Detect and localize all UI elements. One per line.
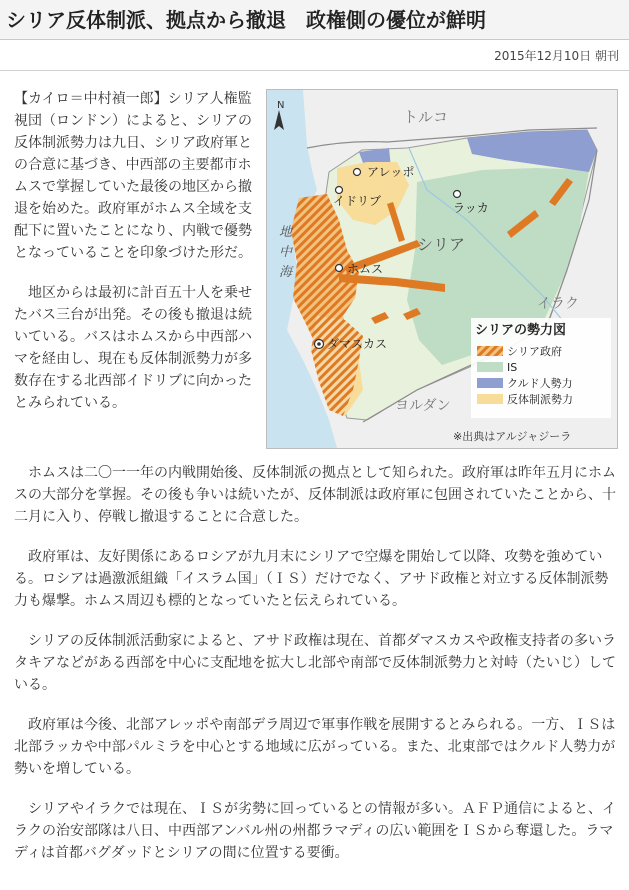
- body-paragraph-3: シリアの反体制派活動家によると、アサド政権は現在、首都ダマスカスや政権支持者の多いラタキアなどがある西部を中心に支配地を拡大し北部や南部で反体制派勢力と対峙（たいじ）している。: [14, 633, 616, 693]
- legend-label-kurdish: クルド人勢力: [507, 377, 573, 390]
- legend-swatch-kurdish: [477, 378, 503, 388]
- divider: [0, 70, 629, 71]
- body-paragraph-4: 政府軍は今後、北部アレッポや南部デラ周辺で軍事作戦を展開するとみられる。一方、ＩＳは北部ラッカや中部パルミラを中心とする地域に広がっている。また、北東部ではクルド人勢力が勢いを増している。: [14, 717, 616, 777]
- headline: シリア反体制派、拠点から撤退 政権側の優位が鮮明: [0, 0, 629, 40]
- legend-title: シリアの勢力図: [475, 323, 567, 338]
- svg-text:ホムス: ホムス: [347, 262, 384, 276]
- svg-text:N: N: [277, 100, 285, 111]
- svg-text:イドリブ: イドリブ: [333, 194, 382, 208]
- svg-text:ダマスカス: ダマスカス: [327, 337, 388, 351]
- syria-power-map: [266, 89, 618, 449]
- svg-text:アレッポ: アレッポ: [367, 165, 415, 179]
- dateline: 2015年12月10日 朝刊: [494, 49, 619, 63]
- sea-label-3: 海: [279, 265, 293, 280]
- legend-label-rebel: 反体制派勢力: [507, 393, 573, 406]
- country-label-syria: シリア: [417, 235, 466, 254]
- article-body: [14, 462, 622, 882]
- lead-paragraph-2: 地区からは最初に計百五十人を乗せたバス三台が出発。その後も撤退は続いている。バスはホムスから中西部ハマを経由し、現在も反体制派勢力が多数存在する北西部イドリブに向かったとみられている。: [14, 285, 252, 411]
- svg-text:ラッカ: ラッカ: [453, 201, 489, 215]
- country-label-iraq: イラク: [537, 296, 579, 312]
- legend-swatch-rebel: [477, 394, 503, 404]
- sea-label-2: 中: [279, 245, 293, 260]
- body-paragraph-2: 政府軍は、友好関係にあるロシアが九月末にシリアで空爆を開始して以降、攻勢を強めている。ロシアは過激派組織「イスラム国」（ＩＳ）だけでなく、アサド政権と対立する反体制派勢力も爆撃。ホムス周辺も標的となっていたと伝えられている。: [14, 549, 609, 609]
- lead-paragraph-1: 【カイロ＝中村禎一郎】シリア人権監視団（ロンドン）によると、シリアの反体制派勢力は九日、シリア政府軍との合意に基づき、中西部の主要都市ホムスで掌握していた最後の地区から撤退を始めた。政府軍がホムス全域を支配下に置いたことになり、内戦で優勢となっていることを印象づけた形だ。: [14, 91, 252, 261]
- sea-label-1: 地: [279, 225, 293, 240]
- legend-swatch-government: [477, 346, 503, 356]
- legend-swatch-is: [477, 362, 503, 372]
- country-label-turkey: トルコ: [403, 108, 449, 126]
- lead-column: [14, 88, 257, 414]
- map-legend: [471, 318, 611, 418]
- legend-label-is: IS: [507, 361, 518, 374]
- map-source-note: ※出典はアルジャジーラ: [453, 430, 572, 443]
- body-paragraph-5: シリアやイラクでは現在、ＩＳが劣勢に回っているとの情報が多い。ＡＦＰ通信によると、イラクの治安部隊は八日、中西部アンバル州の州都ラマディの広い範囲をＩＳから奪還した。ラマディは首都バグダッドとシリアの間に位置する要衝。: [14, 801, 616, 861]
- country-label-jordan: ヨルダン: [395, 398, 451, 414]
- legend-label-government: シリア政府: [507, 345, 562, 358]
- body-paragraph-1: ホムスは二〇一一年の内戦開始後、反体制派の拠点として知られた。政府軍は昨年五月にホムスの大部分を掌握。その後も争いは続いたが、反体制派は政府軍に包囲されていたことから、十二月に入り、停戦し撤退することに合意した。: [14, 465, 616, 525]
